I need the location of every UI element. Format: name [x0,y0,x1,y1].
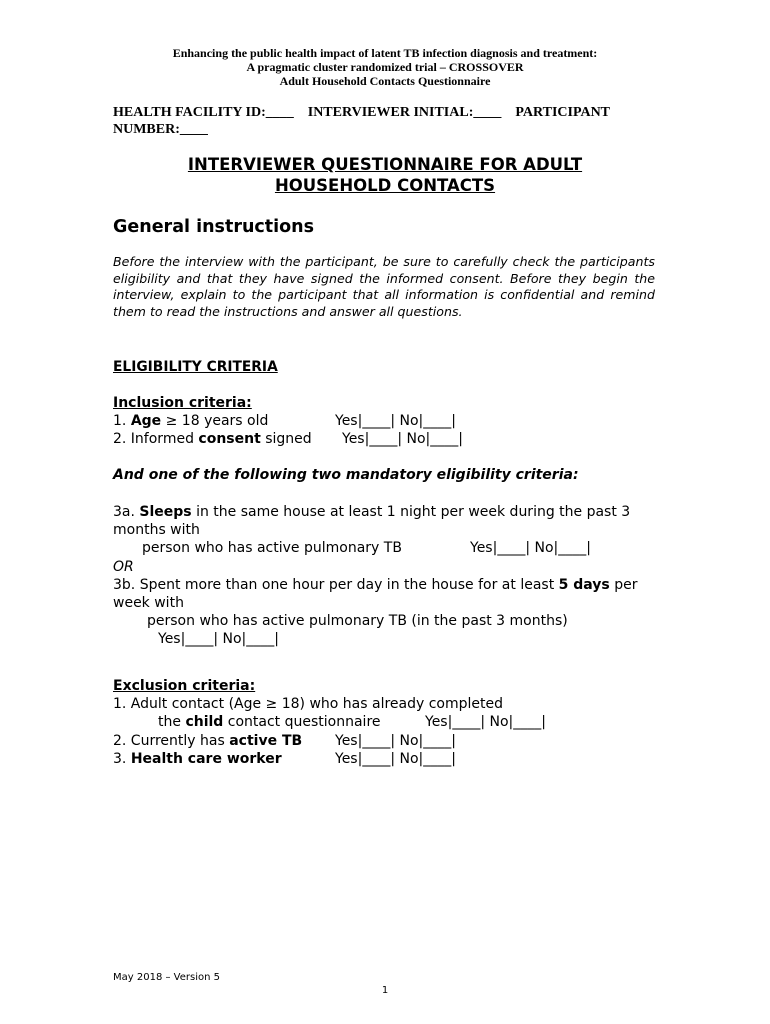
mandatory-criteria-heading: And one of the following two mandatory eligibility criteria: [113,467,579,483]
criteria-3b-yes-no[interactable]: Yes|____| No|____| [158,631,279,648]
participant-number: NUMBER:____ [113,122,208,137]
exclusion-item-1: 1. Adult contact (Age ≥ 18) who has already completed [113,696,504,713]
inclusion-item-age: 1. Age ≥ 18 years old Yes|____| No|____| [113,413,456,430]
study-header [113,46,657,88]
title-line-1: INTERVIEWER QUESTIONNAIRE FOR ADULT [187,155,583,174]
exclusion-2-yes-no[interactable]: Yes|____| No|____| [335,732,456,749]
header-line-1: Enhancing the public health impact of latent TB infection diagnosis and treatment: [172,46,598,60]
title-line-2: HOUSEHOLD CONTACTS [274,176,496,195]
exclusion-item-3: 3. Health care worker Yes|____| No|____| [113,750,456,767]
criteria-3a: 3a. Sleeps in the same house at least 1 night per week during the past 3 months with [113,504,631,539]
mandatory-criteria-heading-block [113,466,673,484]
interviewer-initial: INTERVIEWER INITIAL:____ [307,105,502,120]
page-title [113,154,657,196]
page-number: 1 [381,985,389,996]
eligibility-criteria-heading: ELIGIBILITY CRITERIA [113,359,278,375]
health-facility-id: HEALTH FACILITY ID:____ [113,105,294,120]
consent-label: consent [198,431,261,448]
general-instructions-heading: General instructions [113,217,315,237]
exclusion-3-yes-no[interactable]: Yes|____| No|____| [335,750,456,767]
header-line-3: Adult Household Contacts Questionnaire [279,74,491,88]
criteria-3a-yes-no[interactable]: Yes|____| No|____| [470,540,591,557]
inclusion-criteria-section [113,394,673,449]
active-tb-label: active TB [229,732,303,749]
age-label: Age [130,413,162,430]
exclusion-criteria-section [113,677,673,768]
consent-yes-no[interactable]: Yes|____| No|____| [342,431,463,448]
exclusion-heading: Exclusion criteria: [113,678,256,694]
inclusion-item-consent: 2. Informed consent signed Yes|____| No|____| [113,431,463,448]
criteria-3b-line-3 [113,630,661,648]
header-line-2: A pragmatic cluster randomized trial – CROSSOVER [246,60,524,74]
general-instructions-text: Before the interview with the participant, be sure to carefully check the participants eligibility and that they have signed the informed consent. Before they begin the interview, explain to the participant that all information is confidential and remind them to read the instructions and answer all questions. [113,254,655,319]
or-text: OR [113,558,134,575]
criteria-3b: 3b. Spent more than one hour per day in the house for at least 5 days per week with [113,576,638,611]
criteria-3b-line-2: person who has active pulmonary TB (in the past 3 months) [147,613,568,630]
footer-version: May 2018 – Version 5 [113,972,220,983]
identification-fields [113,104,657,138]
health-care-worker-label: Health care worker [130,750,282,767]
age-yes-no[interactable]: Yes|____| No|____| [335,413,456,430]
criteria-3a-line-2: person who has active pulmonary TB Yes|____| No|____| [142,540,591,557]
exclusion-item-2: 2. Currently has active TB Yes|____| No|____| [113,732,456,749]
inclusion-heading: Inclusion criteria: [113,395,252,411]
mandatory-criteria-section [113,503,661,649]
exclusion-item-1-line-2: the child contact questionnaire Yes|____| No|____| [158,714,546,731]
child-label: child [185,714,224,731]
five-days-label: 5 days [558,576,610,593]
exclusion-1-yes-no[interactable]: Yes|____| No|____| [425,714,546,731]
participant-number-label: PARTICIPANT [515,105,611,120]
sleeps-label: Sleeps [139,504,192,520]
